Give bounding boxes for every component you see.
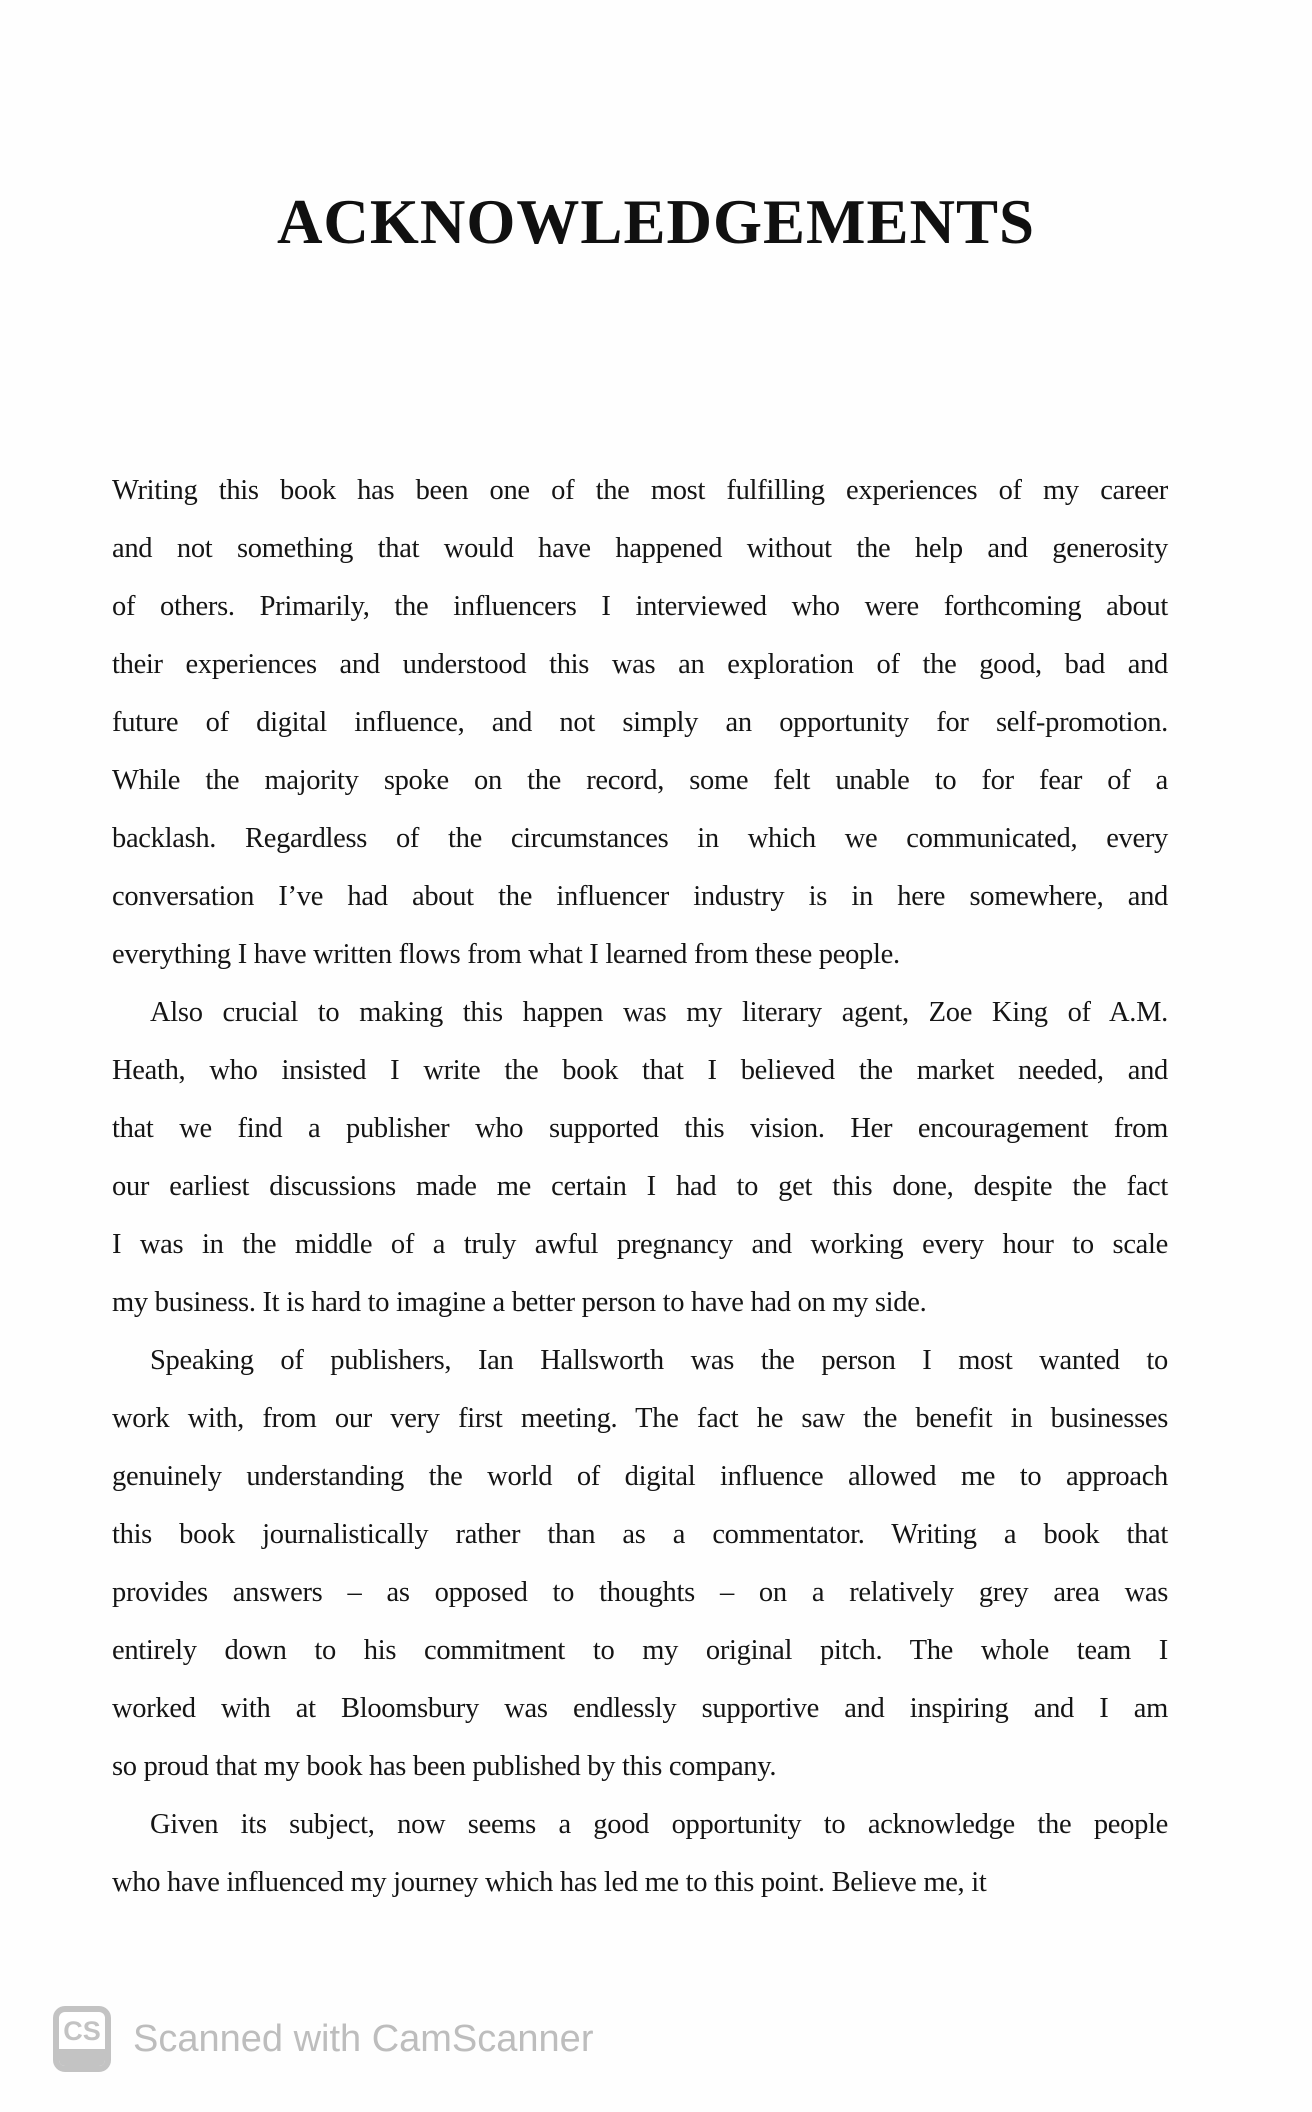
text-line: entirely down to his commitment to my original pitch. The whole team I	[112, 1635, 1168, 1666]
camscanner-logo-letters: CS	[63, 2016, 101, 2046]
text-line: that we find a publisher who supported this vision. Her encouragement from	[112, 1113, 1168, 1144]
text-line: Writing this book has been one of the most fulfilling experiences of my career	[112, 475, 1168, 506]
text-line: Also crucial to making this happen was my literary agent, Zoe King of A.M.	[150, 997, 1168, 1028]
text-line: work with, from our very first meeting. The fact he saw the benefit in businesses	[112, 1403, 1168, 1434]
text-line: conversation I’ve had about the influencer industry is in here somewhere, and	[112, 881, 1168, 912]
text-line: our earliest discussions made me certain I had to get this done, despite the fact	[112, 1171, 1168, 1202]
camscanner-watermark	[53, 2006, 593, 2072]
paragraph	[112, 462, 1168, 984]
text-line: Speaking of publishers, Ian Hallsworth was the person I most wanted to	[150, 1345, 1168, 1376]
page-title: ACKNOWLEDGEMENTS	[276, 187, 1036, 257]
text-line: Given its subject, now seems a good opportunity to acknowledge the people	[150, 1809, 1168, 1840]
watermark-text: Scanned with CamScanner	[133, 2017, 594, 2060]
text-line: worked with at Bloomsbury was endlessly supportive and inspiring and I am	[112, 1693, 1168, 1724]
text-line: their experiences and understood this was an exploration of the good, bad and	[112, 649, 1168, 680]
text-line: who have influenced my journey which has led me to this point. Believe me, it	[112, 1867, 987, 1898]
text-line: Heath, who insisted I write the book that I believed the market needed, and	[112, 1055, 1168, 1086]
body-text	[112, 462, 1168, 1912]
text-line: genuinely understanding the world of digital influence allowed me to approach	[112, 1461, 1168, 1492]
text-line: this book journalistically rather than as a commentator. Writing a book that	[112, 1519, 1168, 1550]
camscanner-logo-bar	[59, 2049, 105, 2066]
camscanner-logo-icon	[53, 2006, 111, 2072]
paragraph	[112, 1796, 1168, 1912]
text-line: of others. Primarily, the influencers I interviewed who were forthcoming about	[112, 591, 1168, 622]
text-line: everything I have written flows from what I learned from these people.	[112, 939, 900, 970]
paragraph	[112, 984, 1168, 1332]
text-line: so proud that my book has been published by this company.	[112, 1751, 777, 1782]
text-line: While the majority spoke on the record, some felt unable to for fear of a	[112, 765, 1168, 796]
text-line: and not something that would have happened without the help and generosity	[112, 533, 1168, 564]
text-line: provides answers – as opposed to thoughts – on a relatively grey area was	[112, 1577, 1168, 1608]
text-line: my business. It is hard to imagine a better person to have had on my side.	[112, 1287, 927, 1318]
text-line: future of digital influence, and not simply an opportunity for self-promotion.	[112, 707, 1168, 738]
text-line: I was in the middle of a truly awful pregnancy and working every hour to scale	[112, 1229, 1168, 1260]
paragraph	[112, 1332, 1168, 1796]
text-line: backlash. Regardless of the circumstances in which we communicated, every	[112, 823, 1168, 854]
